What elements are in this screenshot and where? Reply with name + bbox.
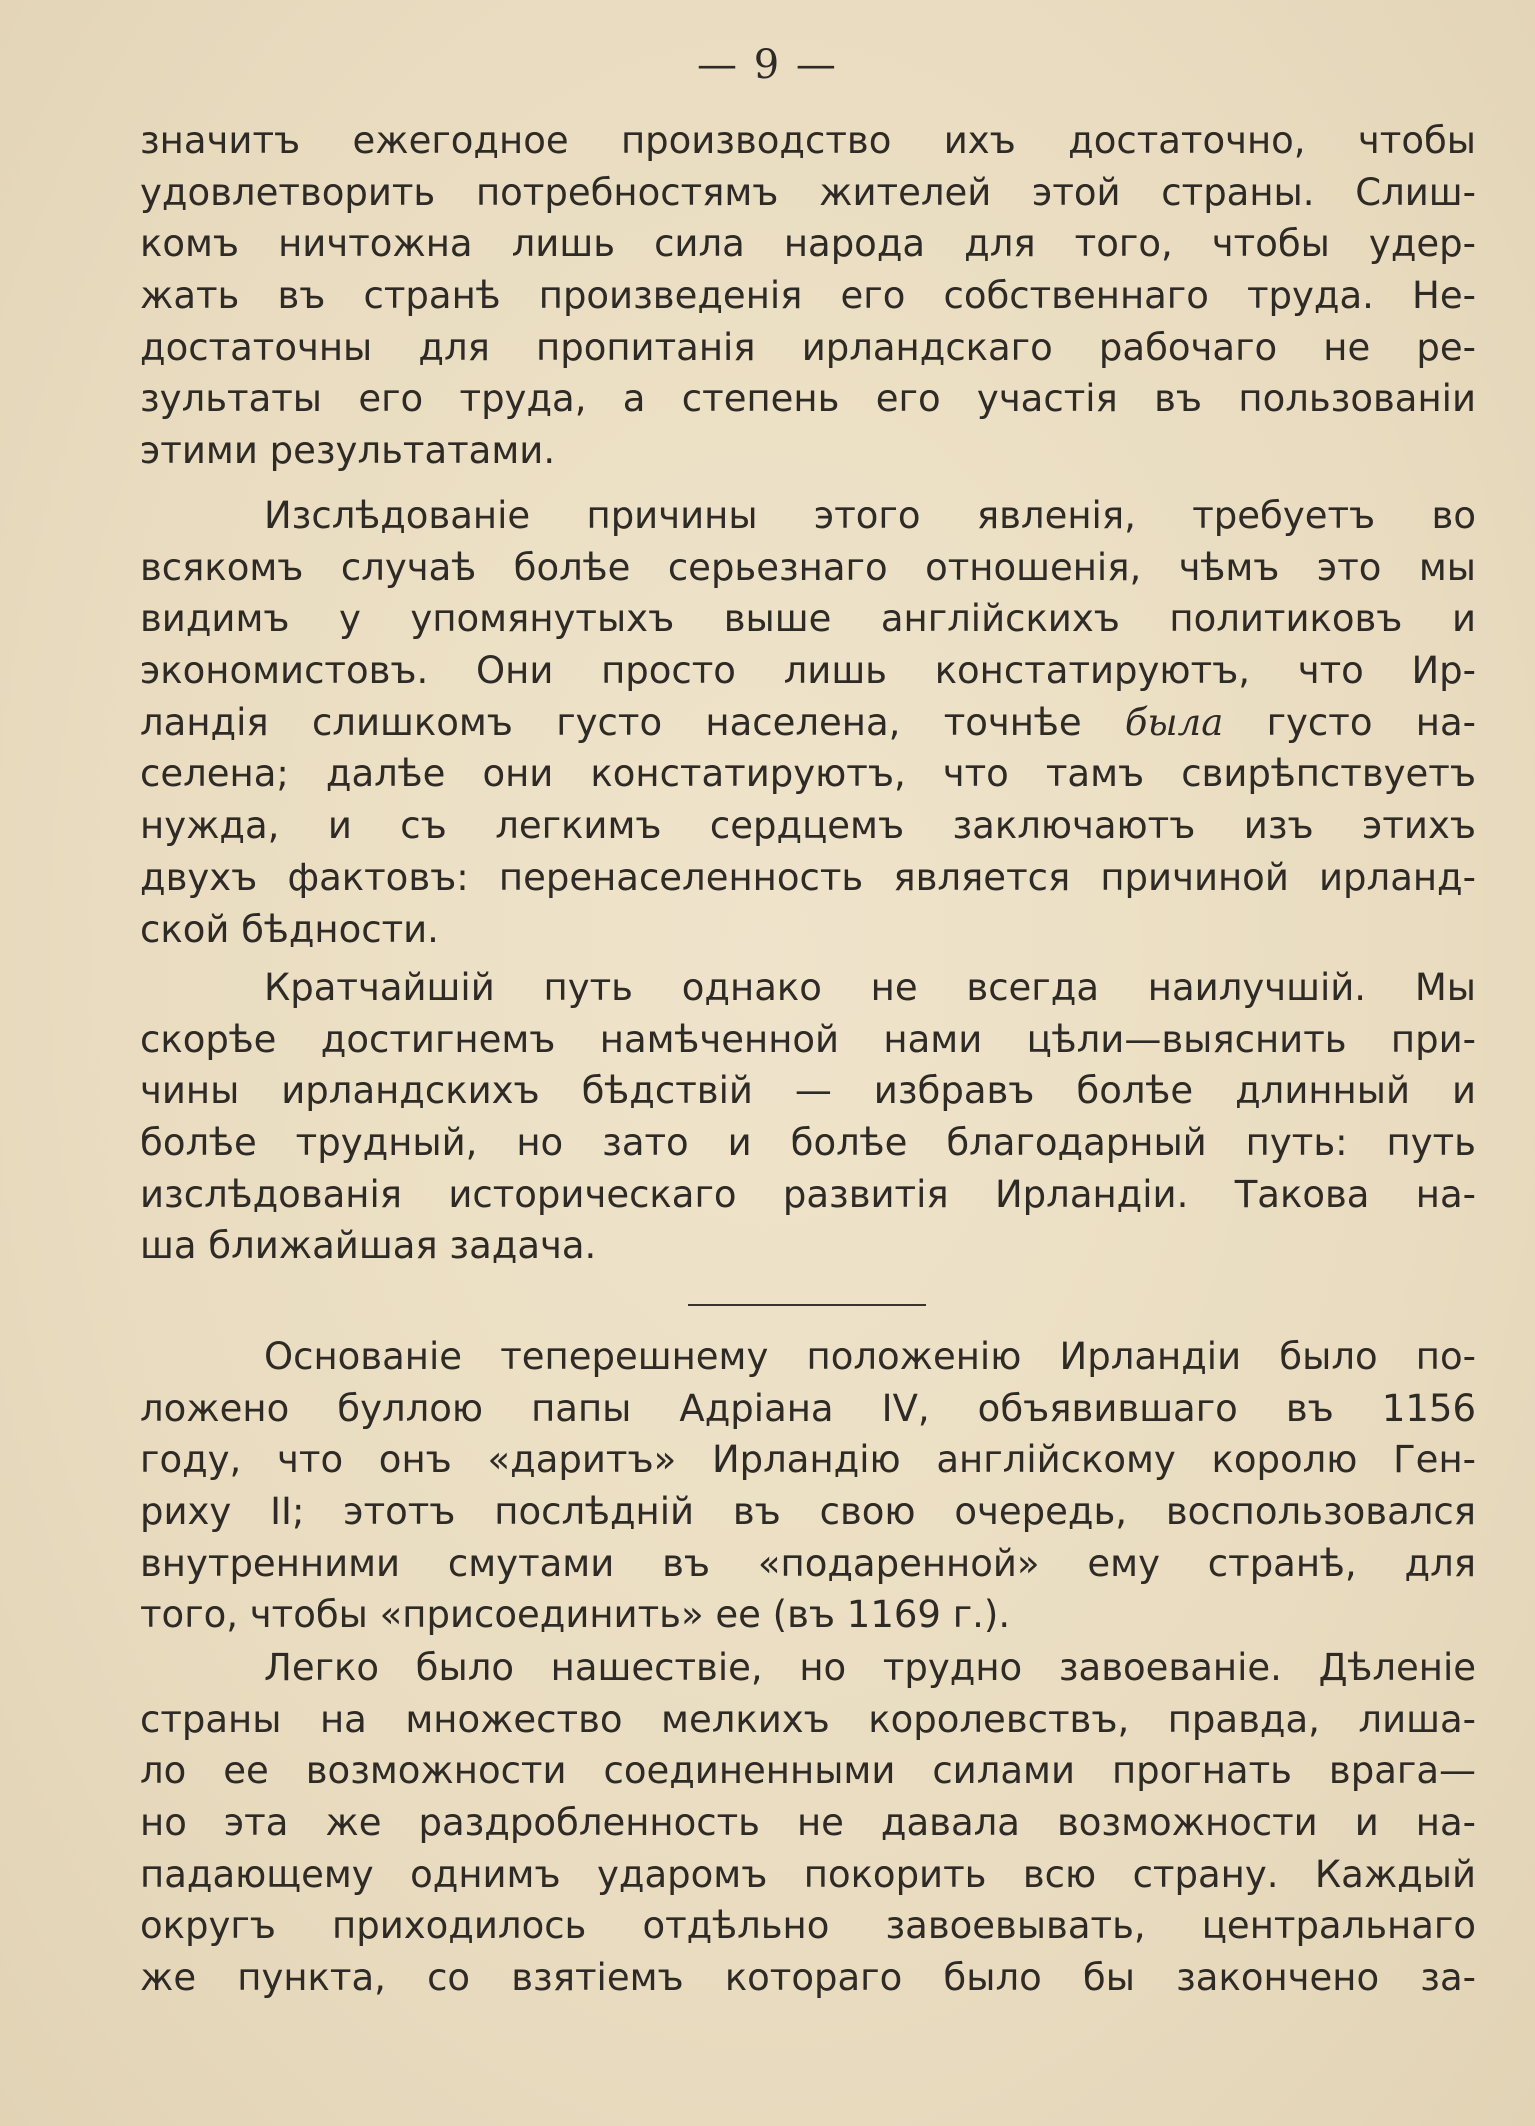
text-line: году, что онъ «даритъ» Ирландію англійскому королю Ген- — [140, 1438, 1476, 1482]
text-line: изслѣдованія историческаго развитія Ирландіи. Такова на- — [140, 1172, 1476, 1216]
text-fragment: густо на- — [1266, 700, 1476, 744]
text-line: всякомъ случаѣ болѣе серьезнаго отношенія, чѣмъ это мы — [140, 545, 1476, 589]
section-separator-rule — [688, 1304, 926, 1306]
text-fragment: ландія слишкомъ густо населена, точнѣе — [140, 700, 1082, 744]
text-line: но эта же раздробленность не давала возможности и на- — [140, 1801, 1476, 1845]
text-line: Изслѣдованіе причины этого явленія, требуетъ во — [264, 494, 1476, 537]
page-number: — 9 — — [697, 42, 838, 88]
paragraph-investigation — [140, 490, 1476, 955]
text-line: Легко было нашествіе, но трудно завоеваніе. Дѣленіе — [264, 1646, 1476, 1689]
text-line: селена; далѣе они констатируютъ, что тамъ свирѣпствуетъ — [140, 752, 1476, 796]
text-line: экономистовъ. Они просто лишь констатируютъ, что Ир- — [140, 649, 1476, 693]
text-line-with-emphasis — [140, 697, 1476, 749]
text-line: страны на множество мелкихъ королевствъ, правда, лиша- — [140, 1697, 1476, 1741]
text-line: внутренними смутами въ «подаренной» ему странѣ, для — [140, 1541, 1476, 1585]
text-line: удовлетворить потребностямъ жителей этой страны. Слиш- — [140, 170, 1476, 214]
text-line: достаточны для пропитанія ирландскаго рабочаго не ре- — [140, 325, 1476, 369]
text-line: двухъ фактовъ: перенаселенность является причиной ирланд- — [140, 855, 1476, 899]
text-line: же пункта, со взятіемъ котораго было бы закончено за- — [140, 1956, 1476, 2000]
text-line: ша ближайшая задача. — [140, 1224, 597, 1268]
paragraph-papal-bull — [140, 1331, 1476, 1641]
paragraph-conquest — [140, 1642, 1476, 2004]
text-line: нужда, и съ легкимъ сердцемъ заключаютъ изъ этихъ — [140, 804, 1476, 848]
paragraph-continuation — [140, 115, 1476, 477]
text-line: падающему однимъ ударомъ покорить всю страну. Каждый — [140, 1852, 1476, 1896]
text-line: этими результатами. — [140, 429, 556, 473]
text-line: риху II; этотъ послѣдній въ свою очередь, воспользовался — [140, 1490, 1476, 1534]
text-line: зультаты его труда, а степень его участія въ пользованіи — [140, 377, 1476, 421]
text-line: болѣе трудный, но зато и болѣе благодарный путь: путь — [140, 1121, 1476, 1165]
text-line: Основаніе теперешнему положенію Ирландіи было по- — [264, 1335, 1476, 1378]
text-line: того, чтобы «присоединить» ее (въ 1169 г.). — [140, 1593, 1011, 1637]
paragraph-shortest-path — [140, 962, 1476, 1272]
emphasized-word: была — [1124, 700, 1224, 744]
text-line: Кратчайшій путь однако не всегда наилучшій. Мы — [264, 966, 1476, 1009]
text-line: ло ее возможности соединенными силами прогнать врага— — [140, 1749, 1476, 1793]
text-line: чины ирландскихъ бѣдствій — избравъ болѣе длинный и — [140, 1069, 1476, 1113]
text-line: комъ ничтожна лишь сила народа для того, чтобы удер- — [140, 222, 1476, 266]
text-line: ложено буллою папы Адріана IV, объявившаго въ 1156 — [140, 1386, 1476, 1430]
text-line: жать въ странѣ произведенія его собственнаго труда. Не- — [140, 274, 1476, 318]
text-line: видимъ у упомянутыхъ выше англійскихъ политиковъ и — [140, 597, 1476, 641]
text-line: ской бѣдности. — [140, 907, 439, 951]
text-line: значитъ ежегодное производство ихъ достаточно, чтобы — [140, 119, 1476, 162]
text-line: скорѣе достигнемъ намѣченной нами цѣли—выяснить при- — [140, 1017, 1476, 1061]
text-line: округъ приходилось отдѣльно завоевывать, центральнаго — [140, 1904, 1476, 1948]
